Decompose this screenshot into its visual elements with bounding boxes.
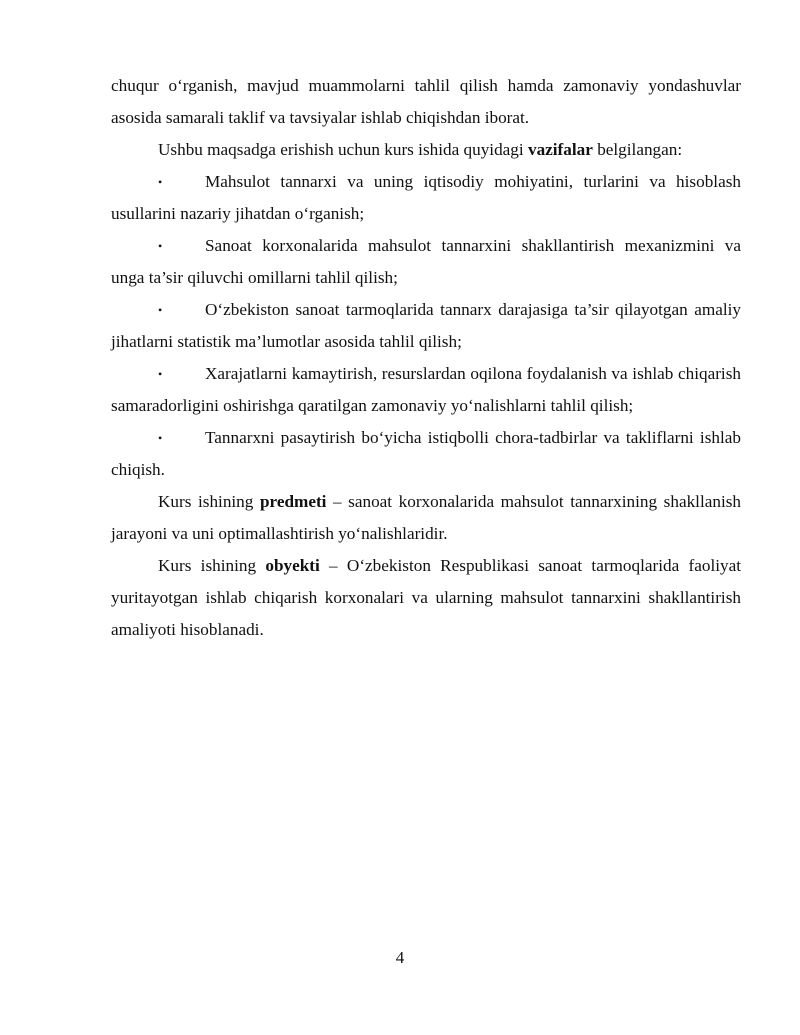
list-item [111,166,741,230]
tasks-keyword: vazifalar [527,140,593,159]
object-paragraph [111,550,741,646]
subject-text-after: – sanoat korxonalarida mahsulot tannarxining shakllanish jarayoni va uni optimallashtirish yo‘nalishlaridir. [111,492,741,543]
intro-paragraph: chuqur o‘rganish, mavjud muammolarni tahlil qilish hamda zamonaviy yondashuvlar asosida samarali taklif va tavsiyalar ishlab chiqishdan iborat. [111,76,741,127]
object-text-before: Kurs ishining [158,556,266,575]
list-item-text: Sanoat korxonalarida mahsulot tannarxini shakllantirish mexanizmini va unga ta’sir qiluvchi omillarni tahlil qilish; [111,236,741,287]
subject-text-before: Kurs ishining [158,492,260,511]
list-item [111,422,741,486]
tasks-text-before: Ushbu maqsadga erishish uchun kurs ishida quyidagi [158,140,528,159]
list-item-text: O‘zbekiston sanoat tarmoqlarida tannarx darajasiga ta’sir qilayotgan amaliy jihatlarni statistik ma’lumotlar asosida tahlil qilish; [111,300,741,351]
bullet-icon: • [158,431,163,445]
list-item-text: Xarajatlarni kamaytirish, resurslardan oqilona foydalanish va ishlab chiqarish samaradorligini oshirishga qaratilgan zamonaviy yo‘nalishlarni tahlil qilish; [111,364,741,415]
subject-paragraph [111,486,741,550]
list-item-text: Mahsulot tannarxi va uning iqtisodiy mohiyatini, turlarini va hisoblash usullarini nazariy jihatdan o‘rganish; [111,172,741,223]
tasks-list [111,166,741,486]
list-item-text: Tannarxni pasaytirish bo‘yicha istiqbolli chora-tadbirlar va takliflarni ishlab chiqish. [111,428,741,479]
object-text-after: – O‘zbekiston Respublikasi sanoat tarmoqlarida faoliyat yuritayotgan ishlab chiqarish korxonalari va ularning mahsulot tannarxini shakllantirish amaliyoti hisoblanadi. [111,556,741,639]
tasks-paragraph [111,134,741,166]
list-item [111,230,741,294]
object-keyword: obyekti [265,556,320,575]
bullet-icon: • [158,239,163,253]
list-item [111,294,741,358]
page-number: 4 [395,948,405,967]
document-page [111,70,741,646]
subject-keyword: predmeti [259,492,327,511]
tasks-text-after: belgilangan: [592,140,683,159]
bullet-icon: • [158,367,163,381]
bullet-icon: • [158,175,163,189]
list-item [111,358,741,422]
bullet-icon: • [158,303,163,317]
